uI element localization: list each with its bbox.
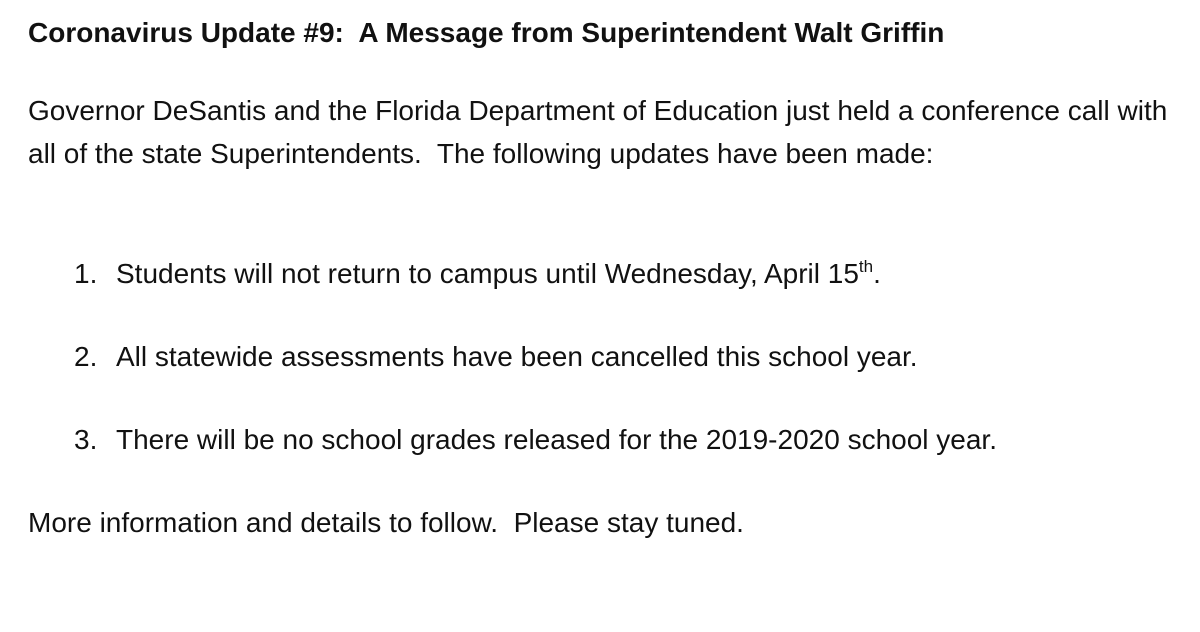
list-number-2: 2.: [74, 341, 98, 372]
update-list-item-2: [74, 340, 918, 374]
list-number-1: 1.: [74, 258, 98, 289]
update-list-item-3: [74, 423, 997, 457]
list-text-2: All statewide assessments have been cancelled this school year.: [116, 341, 918, 372]
list-text-3: There will be no school grades released for the 2019-2020 school year.: [116, 424, 997, 455]
update-list-item-1: [74, 257, 881, 291]
document-title: Coronavirus Update #9: A Message from Superintendent Walt Griffin: [28, 17, 945, 48]
closing-paragraph: More information and details to follow. Please stay tuned.: [28, 507, 744, 538]
list-suffix-1: .: [873, 258, 881, 289]
intro-paragraph: Governor DeSantis and the Florida Department of Education just held a conference call with all of the state Superintendents. The following updates have been made:: [28, 95, 1176, 169]
ordinal-superscript: th: [858, 257, 874, 276]
list-number-3: 3.: [74, 424, 98, 455]
list-text-1: Students will not return to campus until Wednesday, April 15: [116, 258, 859, 289]
